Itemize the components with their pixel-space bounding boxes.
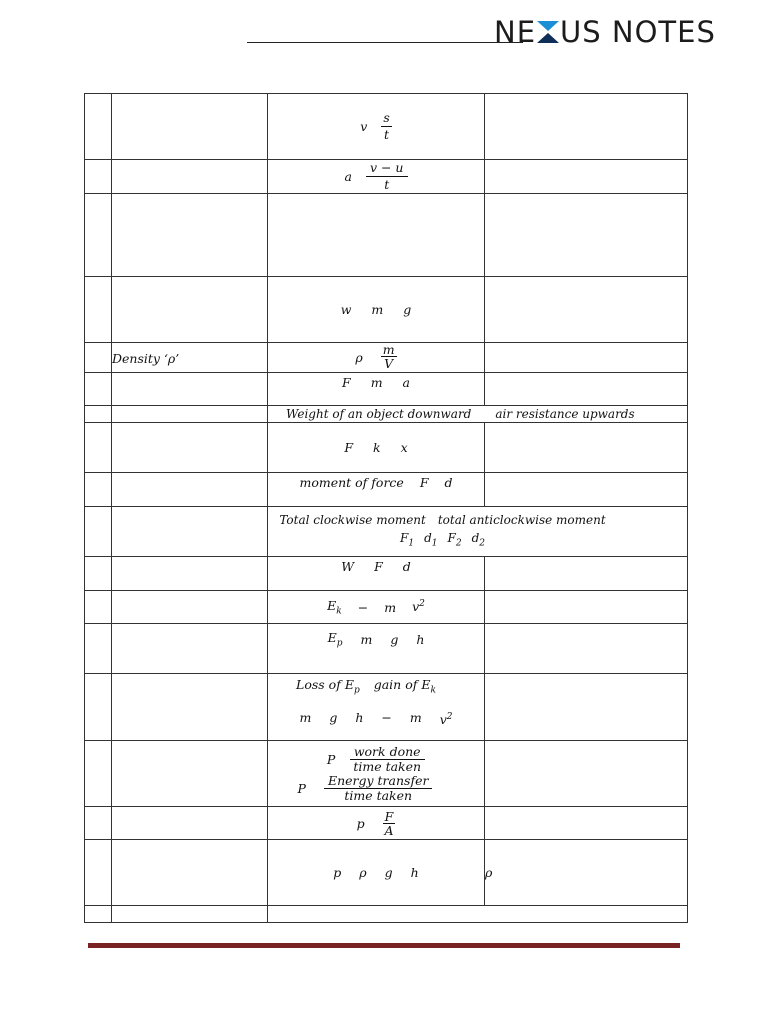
formula-term: a	[402, 375, 410, 390]
fraction-denominator: A	[384, 822, 394, 838]
note-cell	[485, 423, 688, 473]
formula-term: moment of force	[299, 475, 404, 490]
note-cell	[485, 373, 688, 406]
fraction-numerator: s	[383, 110, 390, 125]
brand-logo	[494, 12, 716, 52]
formula-term: g	[403, 302, 412, 317]
formula-cell	[268, 373, 485, 406]
row-number-cell	[85, 624, 112, 674]
row-number-cell	[85, 741, 112, 807]
note-cell	[485, 674, 688, 741]
table-row	[85, 406, 688, 423]
formula-cell	[268, 741, 485, 807]
header-rule	[247, 42, 523, 43]
formula-term: F	[342, 375, 351, 390]
quantity-cell	[112, 473, 268, 507]
note-cell	[485, 741, 688, 807]
formula-lhs: P	[297, 780, 306, 796]
table-row	[85, 840, 688, 906]
formula-term: m	[371, 302, 384, 317]
note-cell	[485, 277, 688, 343]
fraction	[381, 344, 397, 371]
formula-cell: $E_p$ m g h	[268, 624, 485, 674]
row-number-cell	[85, 406, 112, 423]
fraction-numerator: work done	[350, 745, 425, 760]
row-number-cell	[85, 591, 112, 624]
note-cell	[485, 624, 688, 674]
table-row	[85, 194, 688, 277]
table-row	[85, 473, 688, 507]
formula-cell	[268, 557, 485, 591]
note-cell	[485, 343, 688, 373]
fraction-denominator: V	[384, 356, 394, 371]
quantity-cell	[112, 507, 268, 557]
fraction-numerator: F	[384, 808, 394, 824]
row-number-cell	[85, 94, 112, 160]
quantity-cell	[112, 277, 268, 343]
quantity-cell	[112, 160, 268, 194]
formula-term: g	[384, 865, 393, 880]
formula-term: air resistance upwards	[495, 407, 635, 421]
row-number-cell	[85, 277, 112, 343]
fraction	[381, 110, 391, 143]
row-number-cell	[85, 194, 112, 277]
table-row	[85, 557, 688, 591]
fraction-numerator: m	[382, 342, 395, 357]
formula-term: d	[402, 559, 411, 574]
table-row	[85, 591, 688, 624]
row-number-cell	[85, 473, 112, 507]
formula-term: w	[340, 302, 352, 317]
table-row	[85, 373, 688, 406]
row-number-cell	[85, 423, 112, 473]
quantity-cell	[112, 624, 268, 674]
fraction	[366, 160, 408, 193]
quantity-cell	[112, 373, 268, 406]
quantity-cell	[112, 94, 268, 160]
logo-text-left: NE	[494, 15, 537, 49]
formula-cell	[268, 94, 485, 160]
formula-cell	[268, 406, 688, 423]
formula-cell	[268, 473, 485, 507]
table-row	[85, 741, 688, 807]
formula-term: h	[410, 865, 419, 880]
quantity-cell: Density ‘ρ’	[112, 343, 268, 373]
row-number-cell	[85, 807, 112, 840]
row-number-cell	[85, 373, 112, 406]
fraction	[349, 745, 425, 774]
formula-cell	[268, 906, 688, 923]
formula-term: Loss of	[296, 677, 341, 692]
table-row	[85, 807, 688, 840]
fraction	[383, 810, 396, 837]
row-number-cell	[85, 906, 112, 923]
quantity-cell	[112, 906, 268, 923]
fraction-numerator: Energy transfer	[324, 774, 433, 789]
formula-term: Total clockwise moment	[279, 512, 426, 527]
quantity-cell	[112, 194, 268, 277]
formula-lhs: a	[344, 169, 352, 184]
formula-term: k	[373, 440, 381, 455]
formula-term: m	[370, 375, 383, 390]
table-row	[85, 624, 688, 674]
quantity-cell	[112, 423, 268, 473]
footer-rule	[88, 943, 680, 948]
formula-lhs: ρ	[355, 350, 363, 365]
formula-cell	[268, 194, 485, 277]
formula-cell	[268, 343, 485, 373]
fraction-denominator: t	[384, 177, 390, 192]
formula-term: Weight of an object downward	[286, 407, 472, 421]
formula-term: F	[344, 440, 354, 455]
logo-text-right: US NOTES	[560, 15, 716, 49]
formula-lhs: P	[326, 751, 336, 767]
row-number-cell	[85, 343, 112, 373]
formula-cell: $E_k$ − m $v^2$	[268, 591, 485, 624]
table-row	[85, 277, 688, 343]
table-row	[85, 906, 688, 923]
formula-term: gain of	[373, 677, 418, 692]
formula-cell: Total clockwise moment total anticlockwise moment $F_1$ $d_1$ $F_2$ $d_2$	[268, 507, 688, 557]
formula-term: W	[341, 559, 355, 574]
row-number-cell	[85, 557, 112, 591]
quantity-cell	[112, 591, 268, 624]
quantity-cell	[112, 406, 268, 423]
formula-cell: Loss of $E_p$ gain of $E_k$ m g h − m $v^2$	[268, 674, 485, 741]
fraction-denominator: time taken	[344, 787, 413, 803]
quantity-cell	[112, 557, 268, 591]
note-cell	[485, 194, 688, 277]
note-cell	[485, 94, 688, 160]
formula-term: d	[444, 475, 453, 490]
note-cell	[485, 557, 688, 591]
formula-lhs: p	[356, 815, 365, 831]
fraction-numerator: v − u	[366, 160, 408, 177]
quantity-cell	[112, 807, 268, 840]
formula-term: F	[374, 559, 383, 574]
note-cell	[485, 591, 688, 624]
table-row	[85, 343, 688, 373]
note-cell	[485, 807, 688, 840]
formula-term: x	[400, 440, 408, 455]
formula-table	[84, 93, 688, 923]
quantity-cell	[112, 840, 268, 906]
table-row	[85, 507, 688, 557]
fraction	[324, 774, 433, 803]
fraction-denominator: time taken	[353, 758, 422, 774]
table-row	[85, 160, 688, 194]
row-number-cell	[85, 674, 112, 741]
formula-cell	[268, 840, 485, 906]
row-number-cell	[85, 507, 112, 557]
x-chevron-icon	[537, 18, 559, 46]
formula-term: total anticlockwise moment	[437, 512, 606, 527]
table-row	[85, 94, 688, 160]
formula-lhs: v	[360, 119, 368, 134]
formula-cell	[268, 807, 485, 840]
row-number-cell	[85, 840, 112, 906]
note-cell	[485, 473, 688, 507]
note-cell	[485, 160, 688, 194]
formula-term: p	[333, 865, 342, 880]
quantity-cell	[112, 674, 268, 741]
formula-cell	[268, 160, 485, 194]
note-cell: ρ	[485, 840, 688, 906]
table-row	[85, 674, 688, 741]
formula-term: ρ	[359, 865, 367, 880]
formula-cell	[268, 277, 485, 343]
formula-term: F	[419, 475, 429, 490]
table-row	[85, 423, 688, 473]
fraction-denominator: t	[384, 127, 390, 142]
quantity-cell	[112, 741, 268, 807]
row-number-cell	[85, 160, 112, 194]
formula-cell	[268, 423, 485, 473]
